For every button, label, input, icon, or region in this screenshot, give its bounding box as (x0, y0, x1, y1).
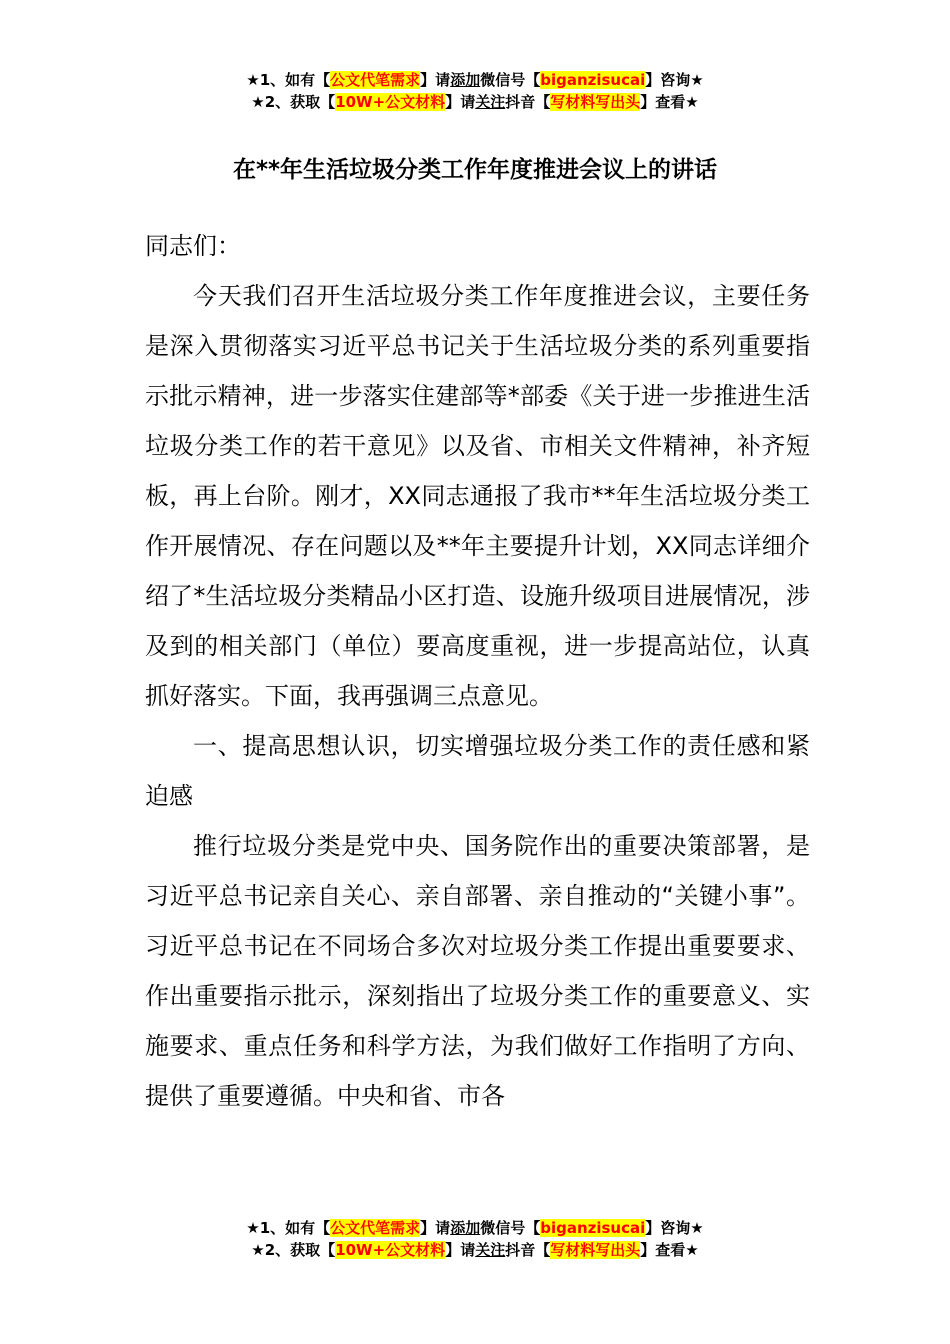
banner-text: 】请 (420, 71, 451, 89)
document-body (145, 221, 810, 1121)
banner-text: ★2、获取【 (251, 93, 336, 111)
banner-text: ★1、如有【 (246, 1219, 331, 1237)
banner-text: 微信号【 (480, 1219, 541, 1237)
banner-highlight: 10W+公文材料 (335, 93, 446, 111)
top-banner (0, 69, 950, 113)
banner-highlight: biganzisucai (540, 71, 646, 89)
banner-text: ★2、获取【 (251, 1241, 336, 1259)
banner-underlined: 关注 (475, 93, 506, 111)
document-title: 在**年生活垃圾分类工作年度推进会议上的讲话 (232, 157, 718, 183)
banner-underlined: 添加 (450, 71, 481, 89)
banner-text: 微信号【 (480, 71, 541, 89)
banner-text: 】查看★ (640, 93, 699, 111)
banner-text: 】咨询★ (645, 71, 704, 89)
banner-line-2 (0, 91, 950, 113)
banner-highlight: 写材料写出头 (550, 1241, 641, 1259)
banner-text: 】请 (420, 1219, 451, 1237)
banner-line-1 (0, 1217, 950, 1239)
banner-text: 】咨询★ (645, 1219, 704, 1237)
banner-underlined: 关注 (475, 1241, 506, 1259)
banner-line-2 (0, 1239, 950, 1261)
paragraph: 今天我们召开生活垃圾分类工作年度推进会议，主要任务是深入贯彻落实习近平总书记关于生活垃圾分类的系列重要指示批示精神，进一步落实住建部等*部委《关于进一步推进生活垃圾分类工作的若干意见》以及省、市相关文件精神，补齐短板，再上台阶。刚才，XX同志通报了我市**年生活垃圾分类工作开展情况、存在问题以及**年主要提升计划，XX同志详细介绍了*生活垃圾分类精品小区打造、设施升级项目进展情况，涉及到的相关部门（单位）要高度重视，进一步提高站位，认真抓好落实。下面，我再强调三点意见。 (145, 282, 810, 710)
banner-text: 抖音【 (505, 93, 551, 111)
banner-text: 】查看★ (640, 1241, 699, 1259)
banner-line-1 (0, 69, 950, 91)
banner-highlight: biganzisucai (540, 1219, 646, 1237)
bottom-banner (0, 1217, 950, 1261)
section-heading: 一、提高思想认识，切实增强垃圾分类工作的责任感和紧迫感 (145, 732, 810, 810)
banner-text: 】请 (445, 1241, 476, 1259)
banner-text: 】请 (445, 93, 476, 111)
banner-highlight: 公文代笔需求 (330, 1219, 421, 1237)
banner-text: ★1、如有【 (246, 71, 331, 89)
paragraph: 推行垃圾分类是党中央、国务院作出的重要决策部署，是习近平总书记亲自关心、亲自部署、亲自推动的“关键小事”。习近平总书记在不同场合多次对垃圾分类工作提出重要要求、作出重要指示批示，深刻指出了垃圾分类工作的重要意义、实施要求、重点任务和科学方法，为我们做好工作指明了方向、提供了重要遵循。中央和省、市各 (145, 832, 810, 1110)
banner-highlight: 公文代笔需求 (330, 71, 421, 89)
banner-text: 抖音【 (505, 1241, 551, 1259)
salutation: 同志们： (145, 232, 241, 260)
banner-underlined: 添加 (450, 1219, 481, 1237)
banner-highlight: 写材料写出头 (550, 93, 641, 111)
banner-highlight: 10W+公文材料 (335, 1241, 446, 1259)
